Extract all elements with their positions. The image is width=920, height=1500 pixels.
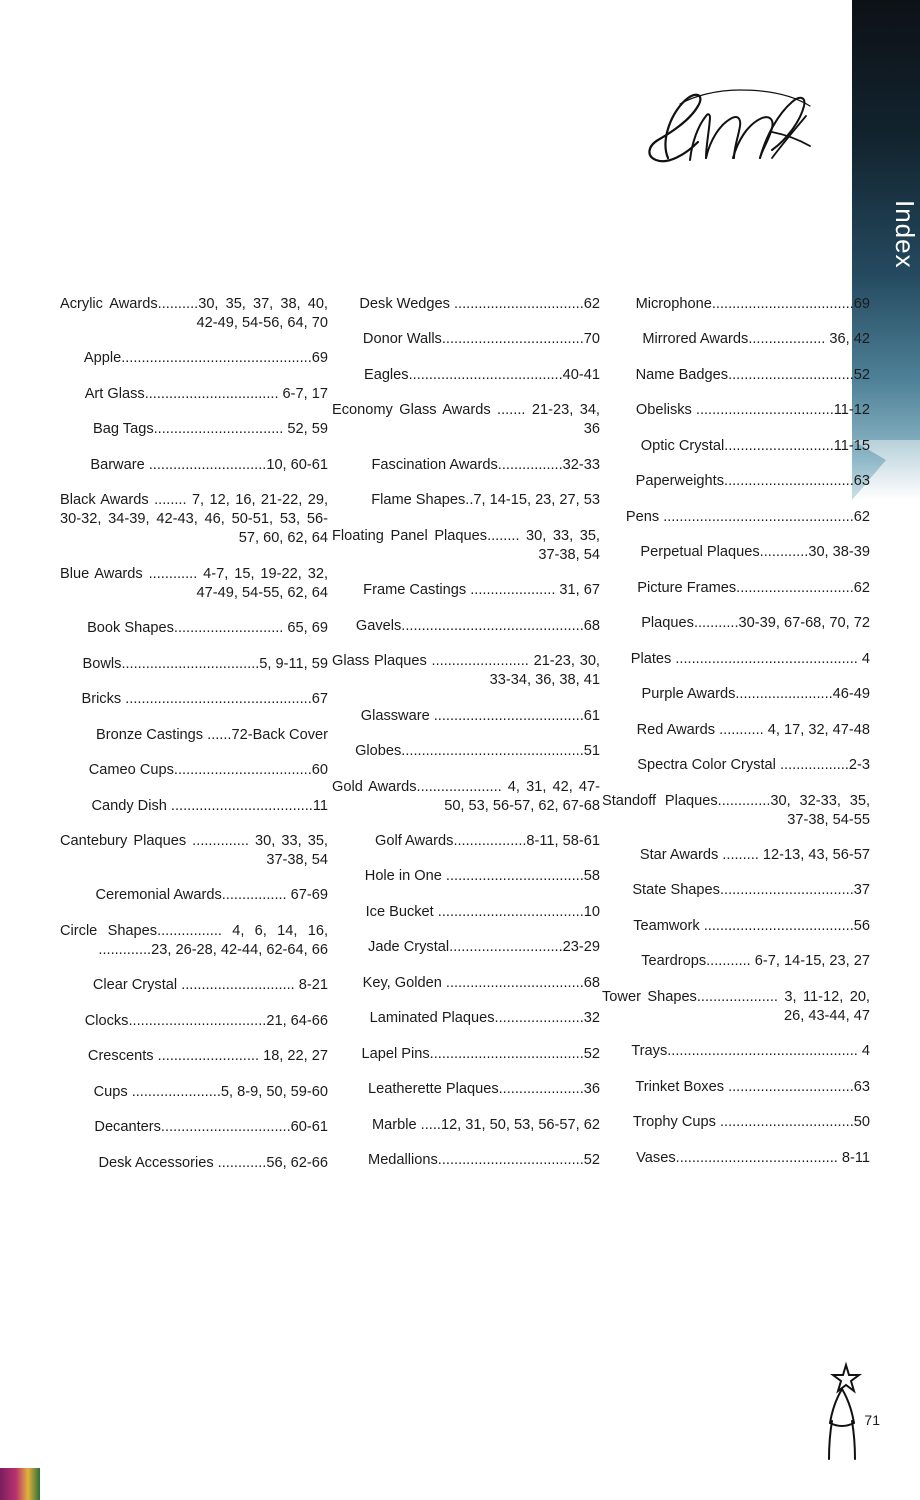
index-entry: Clear Crystal ............................ 8-21	[92, 977, 328, 994]
index-entry: Frame Castings ..................... 31, 67	[363, 582, 600, 599]
index-entry: Plates ............................................. 4	[630, 650, 870, 667]
index-entry: Marble .....12, 31, 50, 53, 56-57, 62	[372, 1116, 600, 1133]
index-entry: Ice Bucket ....................................10	[365, 903, 600, 920]
index-entry: Obelisks ..................................11-12	[635, 402, 870, 419]
index-entry: Candy Dish ...................................11	[91, 797, 328, 814]
index-entry: Tower Shapes.................... 3, 11-12, 20, 26, 43-44, 47	[602, 988, 870, 1024]
index-entry: Optic Crystal...........................11-15	[640, 437, 870, 454]
index-entry: Star Awards ......... 12-13, 43, 56-57	[639, 847, 870, 863]
index-entry: Floating Panel Plaques........ 30, 33, 35, 37-38, 54	[332, 527, 600, 563]
index-entry: Plaques...........30-39, 67-68, 70, 72	[641, 615, 870, 632]
index-entry: Donor Walls...................................70	[362, 331, 600, 348]
index-entry: Book Shapes........................... 65, 69	[87, 620, 328, 637]
index-entry: Art Glass................................. 6-7, 17	[84, 385, 328, 402]
index-entry: Spectra Color Crystal .................2-3	[637, 757, 870, 774]
index-entry: Crescents ......................... 18, 22, 27	[87, 1048, 328, 1065]
index-column-1	[60, 295, 328, 1189]
index-entry: Gavels.............................................68	[355, 617, 600, 634]
index-entry: Teardrops........... 6-7, 14-15, 23, 27	[641, 953, 870, 970]
index-entry: Microphone...................................69	[635, 296, 870, 312]
index-entry: Trinket Boxes ...............................63	[635, 1078, 870, 1095]
index-body	[0, 295, 920, 1189]
index-entry: Bronze Castings ......72-Back Cover	[96, 726, 328, 743]
index-entry: Key, Golden ..................................68	[362, 974, 600, 991]
index-entry: Glassware .....................................61	[360, 707, 600, 724]
index-entry: Standoff Plaques.............30, 32-33, 35, 37-38, 54-55	[602, 792, 870, 828]
index-entry: Trophy Cups .................................50	[632, 1114, 870, 1131]
index-entry: Cameo Cups..................................60	[88, 762, 328, 779]
index-entry: Black Awards ........ 7, 12, 16, 21-22, 29, 30-32, 34-39, 42-43, 46, 50-51, 53, 56-57, 60, 62, 64	[60, 492, 328, 547]
index-entry: Pens ...............................................62	[625, 508, 870, 525]
index-entry: Hole in One ..................................58	[364, 868, 600, 885]
index-entry: Bag Tags................................ 52, 59	[93, 421, 328, 438]
index-script-title	[620, 70, 840, 180]
index-entry: Barware .............................10, 60-61	[90, 456, 328, 473]
index-entry: Lapel Pins......................................52	[361, 1045, 600, 1062]
index-entry: Clocks..................................21, 64-66	[84, 1012, 328, 1029]
index-entry: Desk Accessories ............56, 62-66	[98, 1154, 328, 1171]
index-entry: Blue Awards ............ 4-7, 15, 19-22, 32, 47-49, 54-55, 62, 64	[60, 565, 328, 601]
index-entry: State Shapes.................................37	[632, 882, 870, 899]
index-entry: Mirrored Awards................... 36, 42	[642, 331, 870, 348]
index-entry: Leatherette Plaques.....................36	[367, 1081, 600, 1098]
index-entry: Eagles......................................40-41	[363, 366, 600, 383]
page-number: 71	[864, 1412, 880, 1428]
index-entry: Trays............................................... 4	[631, 1043, 870, 1060]
index-entry: Bowls..................................5, 9-11, 59	[82, 655, 328, 672]
index-entry: Circle Shapes................ 4, 6, 14, 16, .............23, 26-28, 42-44, 62-64, 66	[60, 922, 328, 958]
side-tab-label: Index	[890, 200, 920, 269]
index-column-2	[332, 295, 600, 1189]
index-entry: Purple Awards........................46-49	[641, 686, 870, 703]
index-entry: Perpetual Plaques............30, 38-39	[640, 544, 870, 561]
index-entry: Apple...............................................69	[83, 350, 328, 367]
index-entry: Jade Crystal............................23-29	[368, 939, 600, 956]
index-entry: Cups ......................5, 8-9, 50, 59-60	[93, 1083, 328, 1100]
color-bar-corner	[0, 1468, 40, 1500]
index-entry: Ceremonial Awards................ 67-69	[95, 887, 328, 904]
index-entry: Bricks ..............................................67	[81, 691, 328, 708]
index-entry: Medallions....................................52	[368, 1152, 600, 1169]
index-entry: Picture Frames.............................62	[637, 579, 870, 596]
index-entry: Fascination Awards................32-33	[371, 456, 600, 473]
index-entry: Vases........................................ 8-11	[636, 1149, 870, 1166]
index-entry: Acrylic Awards..........30, 35, 37, 38, 40, 42-49, 54-56, 64, 70	[60, 296, 328, 331]
index-entry: Flame Shapes..7, 14-15, 23, 27, 53	[371, 492, 600, 509]
index-entry: Cantebury Plaques .............. 30, 33, 35, 37-38, 54	[60, 832, 328, 868]
index-entry: Globes.............................................51	[355, 743, 600, 760]
index-entry: Laminated Plaques......................32	[369, 1010, 600, 1027]
index-entry: Economy Glass Awards ....... 21-23, 34, 36	[332, 402, 600, 438]
index-column-3	[602, 295, 870, 1189]
index-entry: Red Awards ........... 4, 17, 32, 47-48	[636, 721, 870, 738]
index-entry: Decanters................................60-61	[94, 1119, 328, 1136]
index-entry: Glass Plaques ........................ 21-23, 30, 33-34, 36, 38, 41	[332, 653, 600, 689]
index-entry: Golf Awards..................8-11, 58-61	[375, 832, 600, 849]
index-entry: Teamwork .....................................56	[633, 917, 870, 934]
index-columns	[0, 295, 920, 1189]
index-entry: Desk Wedges ................................62	[359, 296, 600, 312]
index-entry: Name Badges...............................52	[635, 366, 870, 383]
index-entry: Gold Awards..................... 4, 31, 42, 47-50, 53, 56-57, 62, 67-68	[332, 778, 600, 814]
star-figure-icon	[812, 1355, 872, 1465]
index-entry: Paperweights................................63	[635, 473, 870, 490]
